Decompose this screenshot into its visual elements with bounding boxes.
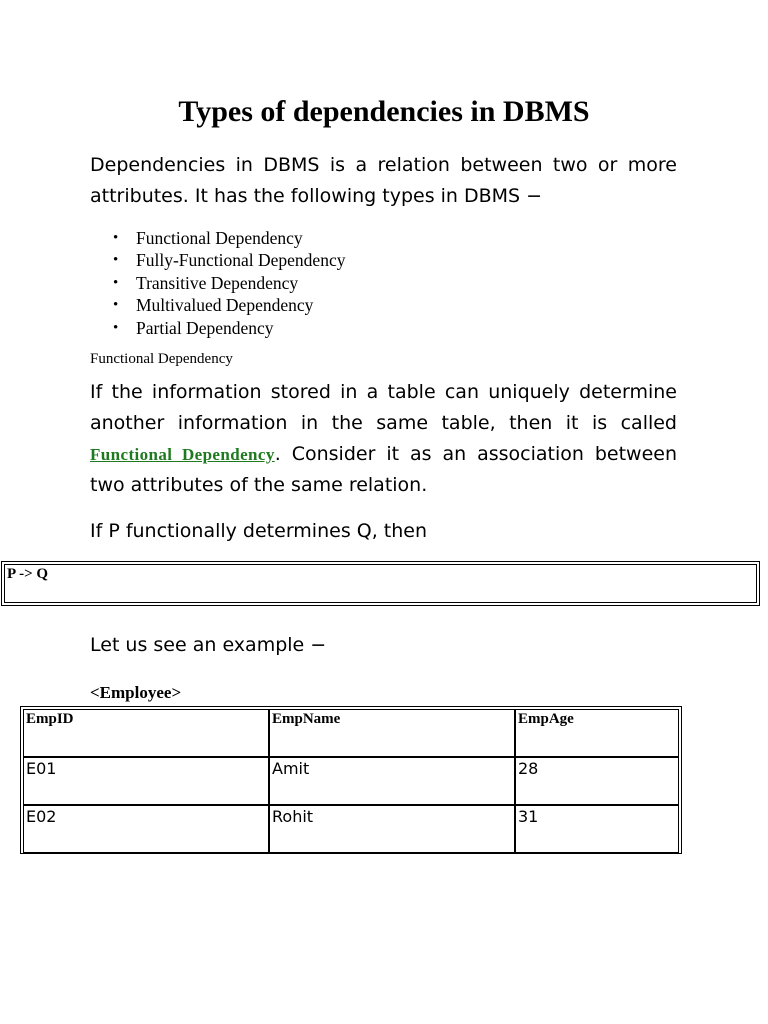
example-intro: Let us see an example −: [90, 634, 327, 656]
table-row: [23, 805, 679, 853]
table-cell: 31: [515, 805, 679, 853]
definition-paragraph: [90, 377, 677, 501]
code-block: [1, 561, 760, 606]
code-text: P -> Q: [7, 566, 49, 582]
determines-line: If P functionally determines Q, then: [90, 520, 428, 542]
section-heading: Functional Dependency: [90, 351, 233, 367]
header-cell-empid: EmpID: [23, 709, 269, 757]
definition-text-before: If the information stored in a table can uniquely determine another information in the same table, then it is called: [90, 381, 677, 434]
table-cell: Rohit: [269, 805, 515, 853]
definition-text-after: . Consider it as an association between two attributes of the same relation.: [90, 443, 677, 496]
functional-dependency-link[interactable]: Functional Dependency: [90, 445, 275, 464]
list-item: • Partial Dependency: [113, 317, 345, 339]
code-block-inner: [4, 564, 757, 603]
page-title: Types of dependencies in DBMS: [178, 95, 590, 128]
employee-table: [20, 706, 682, 854]
table-header-row: [23, 709, 679, 757]
list-item: • Functional Dependency: [113, 227, 345, 249]
table-caption: <Employee>: [90, 683, 182, 702]
header-cell-empname: EmpName: [269, 709, 515, 757]
list-item: • Transitive Dependency: [113, 272, 345, 294]
header-cell-empage: EmpAge: [515, 709, 679, 757]
table-cell: E01: [23, 757, 269, 805]
table-row: [23, 757, 679, 805]
table-cell: 28: [515, 757, 679, 805]
table-cell: E02: [23, 805, 269, 853]
dependency-types-list: [113, 227, 345, 339]
intro-paragraph: Dependencies in DBMS is a relation between two or more attributes. It has the following types in DBMS −: [90, 154, 677, 207]
list-item: • Multivalued Dependency: [113, 294, 345, 316]
table-cell: Amit: [269, 757, 515, 805]
list-item: • Fully-Functional Dependency: [113, 249, 345, 271]
